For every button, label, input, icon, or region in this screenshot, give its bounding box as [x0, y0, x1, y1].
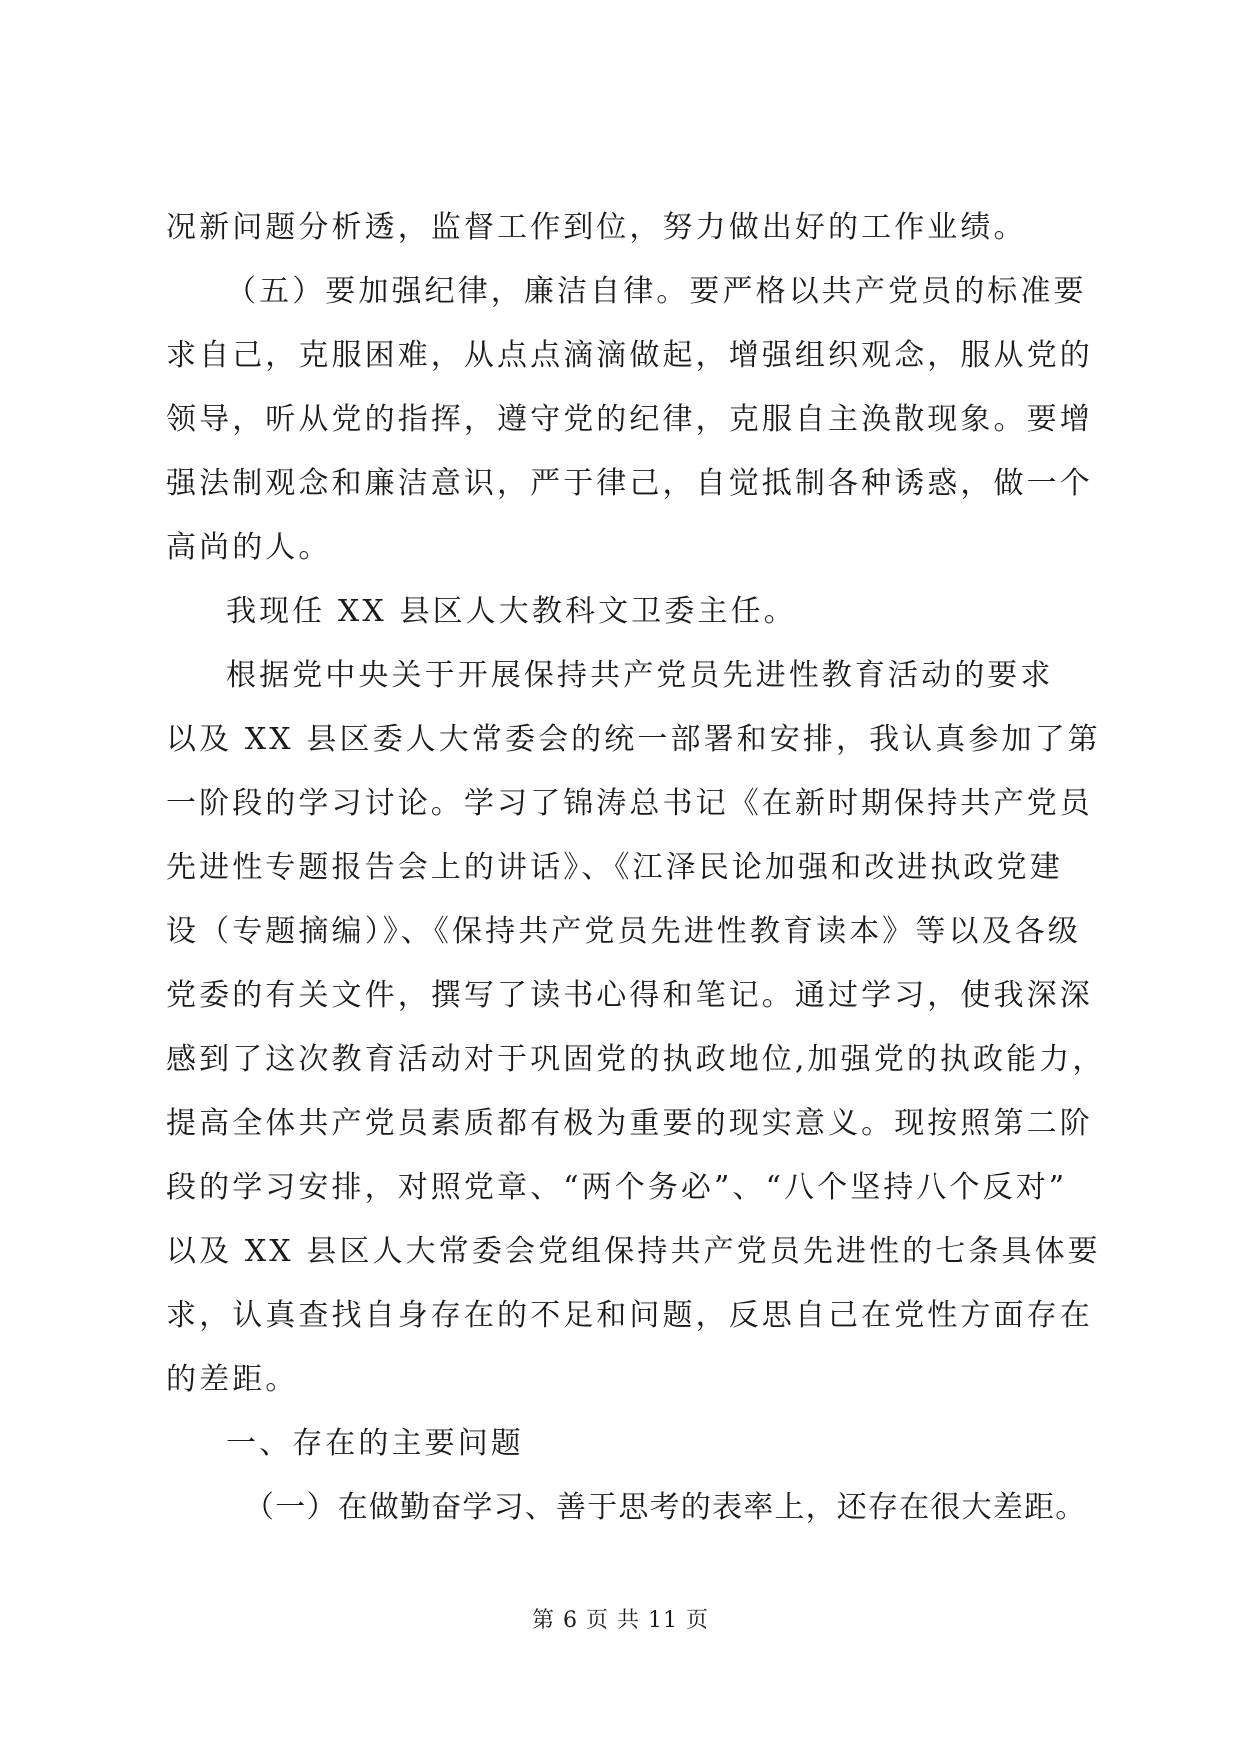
document-body [166, 196, 1106, 1540]
text-line: 段的学习安排，对照党章、“两个务必”、“八个坚持八个反对” [166, 1170, 1068, 1205]
text-line: 求自己，克服困难，从点点滴滴做起，增强组织观念，服从党的 [166, 338, 1093, 373]
text-line: 根据党中央关于开展保持共产党员先进性教育活动的要求 [226, 658, 1054, 693]
page-number-footer: 第 6 页 共 11 页 [532, 1608, 709, 1633]
text-line: 党委的有关文件，撰写了读书心得和笔记。通过学习，使我深深 [166, 978, 1093, 1013]
section-heading: 一、存在的主要问题 [226, 1426, 524, 1461]
text-line: 一阶段的学习讨论。学习了锦涛总书记《在新时期保持共产党员 [166, 786, 1093, 821]
text-line: 强法制观念和廉洁意识，严于律己，自觉抵制各种诱惑，做一个 [166, 466, 1093, 501]
text-line: 领导，听从党的指挥，遵守党的纪律，克服自主涣散现象。要增 [166, 402, 1093, 437]
text-line: 先进性专题报告会上的讲话》、《江泽民论加强和改进执政党建 [166, 850, 1063, 885]
text-line: 设（专题摘编）》、《保持共产党员先进性教育读本》等以及各级 [166, 914, 1081, 949]
text-line: 况新问题分析透，监督工作到位，努力做出好的工作业绩。 [166, 210, 1027, 245]
text-line: 高尚的人。 [166, 530, 332, 565]
text-line: 以及 XX 县区委人大常委会的统一部署和安排，我认真参加了第 [166, 722, 1101, 757]
text-line: 我现任 XX 县区人大教科文卫委主任。 [226, 594, 797, 629]
text-line: 的差距。 [166, 1362, 299, 1397]
text-line: 求，认真查找自身存在的不足和问题，反思自己在党性方面存在 [166, 1298, 1093, 1333]
text-line: 以及 XX 县区人大常委会党组保持共产党员先进性的七条具体要 [166, 1234, 1101, 1269]
text-line: 提高全体共产党员素质都有极为重要的现实意义。现按照第二阶 [166, 1106, 1093, 1141]
text-line: 感到了这次教育活动对于巩固党的执政地位,加强党的执政能力， [166, 1042, 1106, 1077]
text-line: （五）要加强纪律，廉洁自律。要严格以共产党员的标准要 [226, 274, 1087, 309]
subsection-heading: （一）在做勤奋学习、善于思考的表率上，还存在很大差距。 [244, 1490, 1087, 1525]
